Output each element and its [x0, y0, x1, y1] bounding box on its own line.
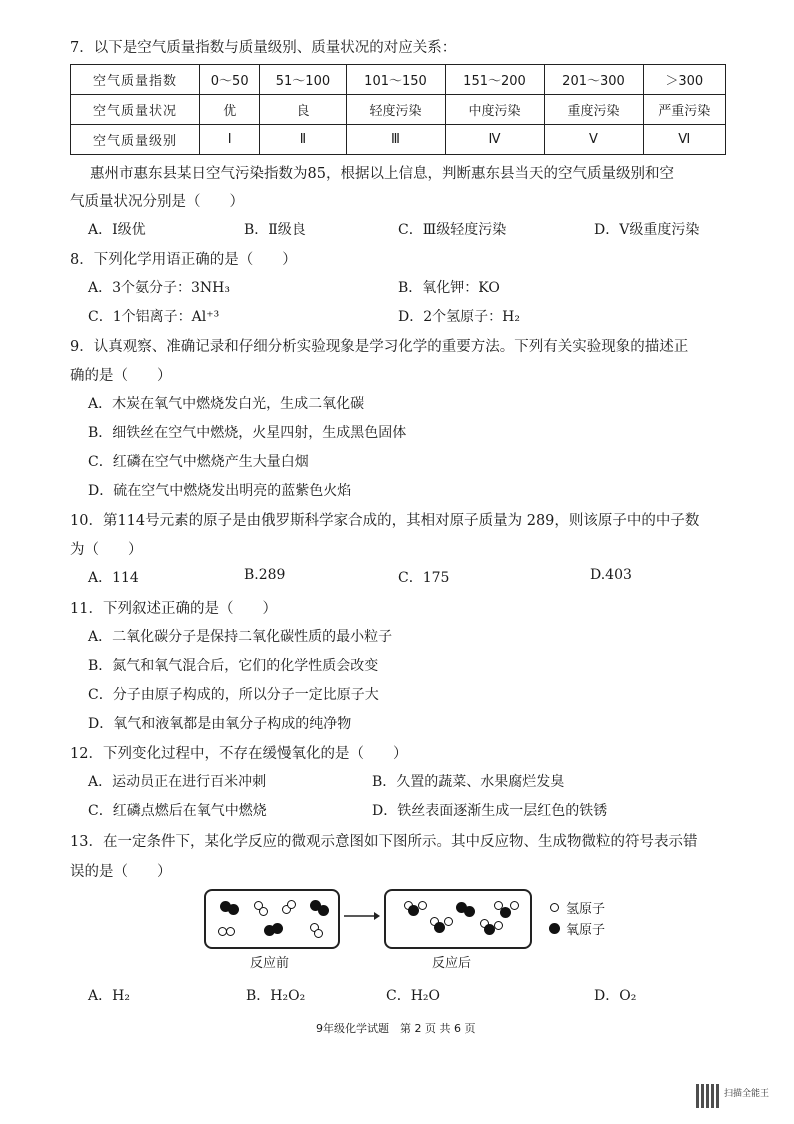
table-cell: 201～300 — [544, 65, 643, 95]
table-cell: Ⅴ — [544, 125, 643, 155]
q13-line1: 13．在一定条件下，某化学反应的微观示意图如下图所示。其中反应物、生成物微粒的符号表示错 — [70, 834, 698, 850]
q12-option-d[interactable]: D．铁丝表面逐渐生成一层红色的铁锈 — [372, 803, 608, 819]
q10-option-b[interactable]: B.289 — [244, 567, 286, 583]
hydrogen-atom — [226, 927, 235, 936]
table-row — [71, 95, 726, 125]
hydrogen-atom — [444, 917, 453, 926]
q11-option-d[interactable]: D．氧气和液氧都是由氧分子构成的纯净物 — [88, 716, 352, 732]
q12-option-b[interactable]: B．久置的蔬菜、水果腐烂发臭 — [372, 774, 565, 790]
after-label: 反应后 — [432, 956, 472, 971]
q10-line2: 为（ ） — [70, 542, 143, 558]
after-box — [384, 889, 532, 949]
q11-stem: 11．下列叙述正确的是（ ） — [70, 601, 277, 617]
q11-option-a[interactable]: A．二氧化碳分子是保持二氧化碳性质的最小粒子 — [88, 629, 393, 645]
q10-option-c[interactable]: C．175 — [398, 570, 450, 586]
q13-option-c[interactable]: C．H₂O — [386, 988, 441, 1004]
table-cell: Ⅵ — [643, 125, 726, 155]
table-cell: 良 — [260, 95, 346, 125]
oxygen-atom — [434, 922, 445, 933]
q9-line1: 9．认真观察、准确记录和仔细分析实验现象是学习化学的重要方法。下列有关实验现象的描述正 — [70, 339, 689, 355]
table-cell: 空气质量指数 — [71, 65, 200, 95]
hydrogen-atom — [510, 901, 519, 910]
table-cell: 轻度污染 — [346, 95, 445, 125]
q9-option-a[interactable]: A．木炭在氧气中燃烧发白光，生成二氧化碳 — [88, 396, 365, 412]
q9-option-d[interactable]: D．硫在空气中燃烧发出明亮的蓝紫色火焰 — [88, 483, 352, 499]
legend-hydrogen-label: 氢原子 — [566, 902, 606, 917]
table-cell: 空气质量状况 — [71, 95, 200, 125]
q7-option-c[interactable]: C．Ⅲ级轻度污染 — [398, 222, 507, 238]
oxygen-atom — [464, 906, 475, 917]
q13-option-d[interactable]: D．O₂ — [594, 988, 637, 1004]
oxygen-atom — [228, 904, 239, 915]
q8-stem: 8．下列化学用语正确的是（ ） — [70, 252, 297, 268]
q8-option-c[interactable]: C．1个铝离子：Al⁺³ — [88, 309, 220, 325]
q12-stem: 12．下列变化过程中，不存在缓慢氧化的是（ ） — [70, 746, 408, 762]
table-cell: 空气质量级别 — [71, 125, 200, 155]
hydrogen-atom — [494, 921, 503, 930]
hydrogen-atom — [287, 900, 296, 909]
q9-line2: 确的是（ ） — [70, 368, 172, 384]
before-box — [204, 889, 340, 949]
q10-option-d[interactable]: D.403 — [590, 567, 632, 583]
q10-option-a[interactable]: A．114 — [88, 570, 139, 586]
q13-line2: 误的是（ ） — [70, 864, 172, 880]
table-cell: Ⅱ — [260, 125, 346, 155]
oxygen-atom — [500, 907, 511, 918]
table-cell: Ⅰ — [200, 125, 260, 155]
q11-option-b[interactable]: B．氮气和氧气混合后，它们的化学性质会改变 — [88, 658, 379, 674]
oxygen-atom — [272, 923, 283, 934]
table-cell: ＞300 — [643, 65, 726, 95]
legend-oxygen-label: 氧原子 — [566, 923, 606, 938]
legend-oxygen-icon — [549, 923, 560, 934]
hydrogen-atom — [314, 929, 323, 938]
table-cell: 中度污染 — [445, 95, 544, 125]
table-cell: 101～150 — [346, 65, 445, 95]
q8-option-a[interactable]: A．3个氨分子：3NH₃ — [88, 280, 230, 296]
q10-line1: 10．第114号元素的原子是由俄罗斯科学家合成的，其相对原子质量为 289，则该原子中的中子数 — [70, 513, 700, 529]
q8-option-d[interactable]: D．2个氢原子：H₂ — [398, 309, 520, 325]
q12-option-a[interactable]: A．运动员正在进行百米冲刺 — [88, 774, 267, 790]
q12-option-c[interactable]: C．红磷点燃后在氧气中燃烧 — [88, 803, 267, 819]
q7-line1: 惠州市惠东县某日空气污染指数为85，根据以上信息，判断惠东县当天的空气质量级别和空 — [90, 166, 674, 182]
q7-line2: 气质量状况分别是（ ） — [70, 194, 244, 210]
q13-option-b[interactable]: B．H₂O₂ — [246, 988, 306, 1004]
watermark-logo: 扫描全能王 — [724, 1089, 770, 1099]
table-cell: Ⅲ — [346, 125, 445, 155]
aqi-table — [70, 64, 726, 155]
q11-option-c[interactable]: C．分子由原子构成的，所以分子一定比原子大 — [88, 687, 379, 703]
q7-stem: 7．以下是空气质量指数与质量级别、质量状况的对应关系： — [70, 40, 457, 56]
table-cell: 重度污染 — [544, 95, 643, 125]
table-cell: 优 — [200, 95, 260, 125]
table-cell: Ⅳ — [445, 125, 544, 155]
table-cell: 51～100 — [260, 65, 346, 95]
legend-hydrogen-icon — [550, 903, 559, 912]
page-footer: 9年级化学试题 第 2 页 共 6 页 — [316, 1022, 476, 1035]
reaction-arrow-icon — [344, 910, 380, 922]
hydrogen-atom — [418, 901, 427, 910]
oxygen-atom — [318, 905, 329, 916]
q13-option-a[interactable]: A．H₂ — [88, 988, 130, 1004]
table-row — [71, 65, 726, 95]
q7-option-b[interactable]: B．Ⅱ级良 — [244, 222, 306, 238]
q9-option-c[interactable]: C．红磷在空气中燃烧产生大量白烟 — [88, 454, 309, 470]
qr-code-icon — [696, 1084, 720, 1108]
table-cell: 151～200 — [445, 65, 544, 95]
before-label: 反应前 — [250, 956, 290, 971]
q7-option-d[interactable]: D．Ⅴ级重度污染 — [594, 222, 700, 238]
q7-option-a[interactable]: A．Ⅰ级优 — [88, 222, 146, 238]
hydrogen-atom — [259, 907, 268, 916]
table-cell: 0～50 — [200, 65, 260, 95]
q8-option-b[interactable]: B．氧化钾：KO — [398, 280, 500, 296]
q9-option-b[interactable]: B．细铁丝在空气中燃烧，火星四射，生成黑色固体 — [88, 425, 407, 441]
table-row — [71, 125, 726, 155]
table-cell: 严重污染 — [643, 95, 726, 125]
